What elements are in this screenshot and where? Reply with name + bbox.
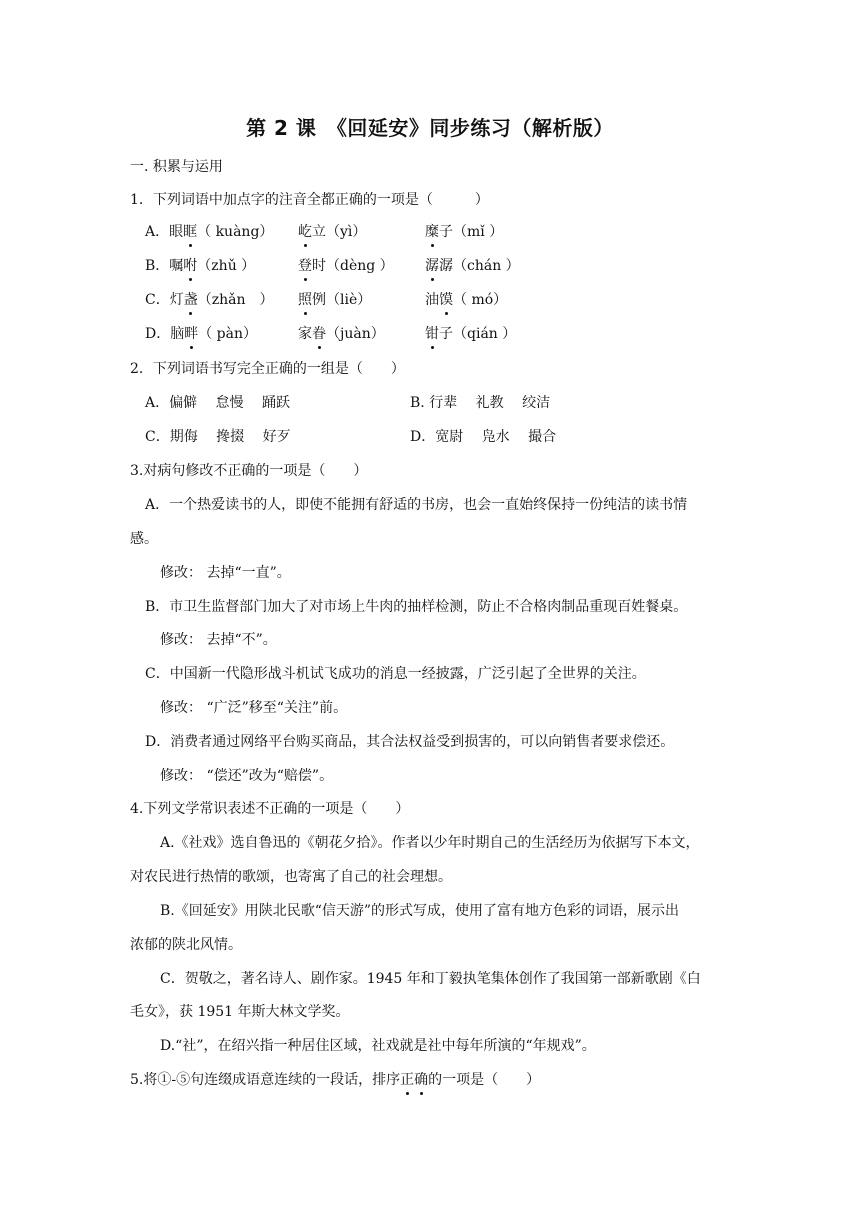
section-heading: 一. 积累与运用 [130, 159, 223, 175]
emphasis-dot-char: 钳 [425, 326, 439, 342]
q3-option-a-line1: A．一个热爱读书的人，即使不能拥有舒适的书房，也会一直始终保持一份纯洁的读书情 [145, 497, 688, 513]
emphasis-dot-char: 盏 [183, 292, 198, 308]
emphasis-dot-char: 糜 [425, 224, 439, 240]
q4-option-a-line1: A.《社戏》选自鲁迅的《朝花夕拾》。作者以少年时期自己的生活经历为依据写下本文， [160, 835, 700, 851]
q1-option-d-word2: 家眷（juàn） [298, 326, 385, 342]
question-3-stem: 3.对病句修改不正确的一项是（ ） [130, 463, 368, 479]
emphasis-dot-char: 眷 [312, 326, 326, 342]
q2-option-b: B. 行辈 礼教 绞洁 [410, 395, 551, 411]
q1-option-a-word1: A．眼眶（ kuàng） [145, 224, 274, 240]
question-4-stem: 4.下列文学常识表述不正确的一项是（ ） [130, 801, 410, 817]
emphasis-dot-char: 照 [298, 292, 312, 308]
q1-option-a-word2: 屹立（yì） [298, 224, 367, 240]
emphasis-dot-char: 畔 [184, 326, 199, 342]
q4-option-b-line1: B.《回延安》用陕北民歌“信天游”的形式写成，使用了富有地方色彩的词语，展示出 [160, 903, 680, 919]
q3-option-d: D．消费者通过网络平台购买商品，其合法权益受到损害的，可以向销售者要求偿还。 [145, 734, 675, 750]
q1-option-c-word3: 油馍（ mó） [425, 292, 508, 308]
q4-option-c-line1: C．贺敬之，著名诗人、剧作家。1945 年和丁毅执笔集体创作了我国第一部新歌剧《白 [160, 971, 701, 987]
emphasis-dot-char: 正 [400, 1072, 415, 1088]
q1-option-c-word2: 照例（liè） [298, 292, 372, 308]
q1-option-b-word1: B．嘱咐（zhǔ ） [145, 258, 256, 274]
emphasis-dot-char: 馍 [439, 292, 453, 308]
question-2-stem: 2．下列词语书写完全正确的一组是（ ） [130, 361, 405, 377]
emphasis-dot-char: 屹 [298, 224, 312, 240]
q1-option-b-word2: 登时（dèng ） [298, 258, 394, 274]
q4-option-c-line2: 毛女》，获 1951 年斯大林文学奖。 [130, 1004, 350, 1020]
q3-option-b: B．市卫生监督部门加大了对市场上牛肉的抽样检测，防止不合格肉制品重现百姓餐桌。 [145, 599, 688, 615]
emphasis-dot-char: 咐 [183, 258, 198, 274]
q2-option-d: D．宽尉 凫水 撮合 [410, 429, 557, 445]
question-1-stem: 1．下列词语中加点字的注音全都正确的一项是（ ） [130, 192, 489, 208]
emphasis-dot-char: 潺 [425, 258, 439, 274]
q3-option-c: C．中国新一代隐形战斗机试飞成功的消息一经披露，广泛引起了全世界的关注。 [145, 666, 646, 682]
q2-option-a: A．偏僻 怠慢 踊跃 [145, 395, 291, 411]
q4-option-a-line2: 对农民进行热情的歌颂，也寄寓了自己的社会理想。 [130, 869, 452, 885]
q1-option-c-word1: C．灯盏（zhǎn ） [145, 292, 274, 308]
question-5-stem: 5.将①-⑤句连缀成语意连续的一段话，排序正确的一项是（ ） [130, 1072, 541, 1088]
emphasis-dot-char: 登 [298, 258, 312, 274]
q3-option-d-fix: 修改： “偿还”改为“赔偿”。 [160, 768, 334, 784]
q2-option-c: C．期侮 搀掇 好歹 [145, 429, 291, 445]
q1-option-d-word1: D．脑畔（ pàn） [145, 326, 258, 342]
q1-option-a-word3: 糜子（mǐ ） [425, 224, 504, 240]
emphasis-dot-char: 确 [414, 1072, 429, 1088]
q1-option-b-word3: 潺潺（chán ） [425, 258, 520, 274]
q1-option-d-word3: 钳子（qián ） [425, 326, 517, 342]
q3-option-a-line2: 感。 [130, 531, 158, 547]
emphasis-dot-char: 眶 [183, 224, 198, 240]
page-title: 第 2 课 《回延安》同步练习（解析版） [246, 116, 614, 140]
q4-option-b-line2: 浓郁的陕北风情。 [130, 937, 242, 953]
q4-option-d: D.“社”，在绍兴指一种居住区域，社戏就是社中每年所演的“年规戏”。 [160, 1038, 596, 1054]
q3-option-a-fix: 修改： 去掉“一直”。 [160, 565, 291, 581]
q3-option-c-fix: 修改： “广泛”移至“关注”前。 [160, 700, 348, 716]
q3-option-b-fix: 修改： 去掉“不”。 [160, 632, 277, 648]
